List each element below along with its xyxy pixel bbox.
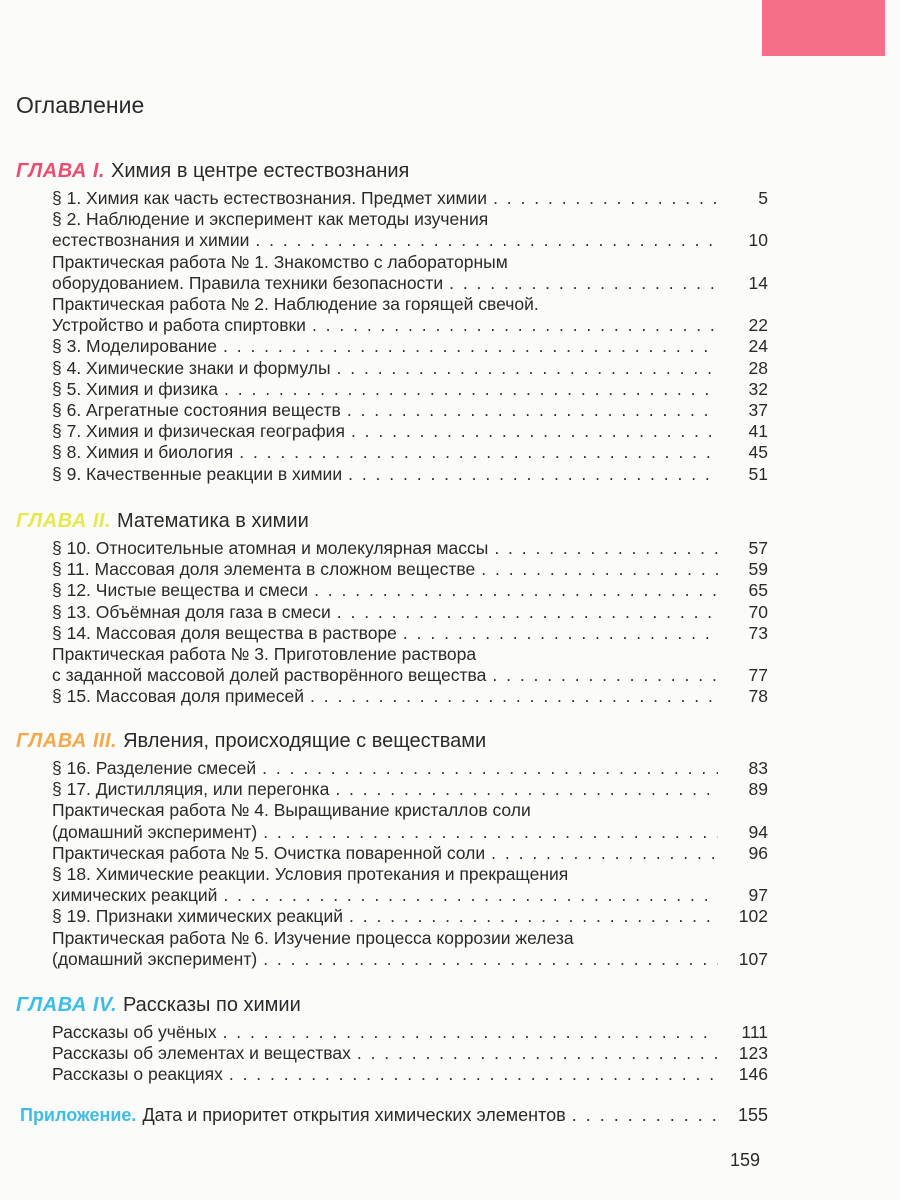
toc-entry[interactable] [52,623,768,644]
corner-color-tab [762,0,885,56]
toc-entry-list [16,188,768,485]
dot-leader [337,358,718,379]
chapter-label: ГЛАВА III. [16,730,118,752]
page-title: Оглавление [16,92,145,118]
toc-entry-text: Рассказы о реакциях [52,1064,223,1085]
page-number: 59 [748,559,768,580]
toc-entry-text: § 17. Дистилляция, или перегонка [52,779,330,800]
page-number: 77 [748,665,768,686]
toc-entry-text: (домашний эксперимент) [52,948,258,969]
toc-entry-text: § 6. Агрегатные состояния веществ [52,400,341,421]
toc-entry[interactable] [52,602,768,623]
toc-entry-text: § 10. Относительные атомная и молекулярная массы [52,538,489,558]
dot-leader [572,1105,718,1126]
toc-entry-list [16,1022,768,1086]
page-number: 73 [748,622,768,643]
toc-entry[interactable] [52,906,768,927]
page-number: 107 [738,948,768,969]
toc-entry[interactable] [52,559,768,580]
toc-entry-text: § 1. Химия как часть естествознания. Предмет химии [52,188,488,208]
dot-leader [312,315,718,336]
chapter-heading[interactable] [16,508,768,534]
toc-entry-text: § 16. Разделение смесей [52,758,257,778]
page-number: 24 [748,336,768,357]
chapter-2 [16,508,768,708]
toc-entry[interactable] [52,336,768,357]
chapter-label: ГЛАВА II. [16,510,112,532]
chapter-label: ГЛАВА I. [16,160,105,182]
toc-entry[interactable] [52,580,768,601]
dot-leader [239,442,718,463]
toc-entry[interactable] [52,1043,768,1064]
dot-leader [255,230,718,251]
toc-entry[interactable] [52,864,768,906]
page-number: 5 [758,188,768,208]
dot-leader [335,779,718,800]
toc-entry[interactable] [52,400,768,421]
dot-leader [491,843,718,864]
toc-entry-text: § 13. Объёмная доля газа в смеси [52,601,331,622]
toc-entry-text: естествознания и химии [52,230,250,251]
page-number: 70 [748,601,768,622]
dot-leader [337,602,718,623]
dot-leader [351,421,718,442]
toc-entry-text: § 2. Наблюдение и эксперимент как методы изучения [52,209,489,230]
chapter-heading[interactable] [16,992,768,1018]
page-number: 57 [748,538,768,558]
chapter-title: Явления, происходящие с веществами [123,730,487,752]
toc-entry[interactable] [52,188,768,209]
page-number: 97 [748,885,768,906]
toc-entry-text: Практическая работа № 5. Очистка поваренной соли [52,842,486,863]
toc-entry[interactable] [52,779,768,800]
toc-entry-text: Практическая работа № 6. Изучение процесса коррозии железа [52,927,574,948]
page-number: 94 [748,821,768,842]
toc-entry-text: § 19. Признаки химических реакций [52,906,343,927]
toc-entry-text: Практическая работа № 2. Наблюдение за горящей свечой. [52,294,539,315]
toc-entry-text: § 7. Химия и физическая география [52,421,345,442]
page-number: 102 [738,906,768,927]
toc-entry[interactable] [52,379,768,400]
toc-entry[interactable] [52,421,768,442]
dot-leader [223,1022,718,1043]
page-number: 89 [748,779,768,800]
toc-entry-text: § 9. Качественные реакции в химии [52,463,343,484]
toc-entry[interactable] [52,464,768,485]
chapter-heading[interactable] [16,158,768,184]
appendix-entry[interactable] [20,1105,768,1126]
dot-leader [224,379,718,400]
toc-entry[interactable] [52,538,768,559]
chapter-4 [16,992,768,1086]
toc-entry[interactable] [52,644,768,686]
toc-entry[interactable] [52,928,768,970]
page-number: 37 [748,400,768,421]
dot-leader [310,686,718,707]
toc-entry-text: Практическая работа № 3. Приготовление раствора [52,644,477,665]
dot-leader [229,1064,718,1085]
toc-entry-text: химических реакций [52,885,218,906]
chapter-1 [16,158,768,485]
toc-entry-text: § 4. Химические знаки и формулы [52,357,331,378]
toc-entry[interactable] [52,800,768,842]
page-number: 41 [748,421,768,442]
toc-entry-text: § 11. Массовая доля элемента в сложном веществе [52,559,476,580]
toc-entry[interactable] [52,1064,768,1085]
dot-leader [223,336,718,357]
dot-leader [314,580,718,601]
toc-entry-list [16,758,768,970]
page-number: 146 [738,1064,768,1085]
page-number: 111 [741,1022,768,1042]
dot-leader [348,464,718,485]
toc-entry[interactable] [52,442,768,463]
page-number: 14 [748,272,768,293]
toc-entry-text: § 15. Массовая доля примесей [52,686,305,707]
page-number: 96 [748,842,768,863]
chapter-title: Химия в центре естествознания [111,160,410,182]
dot-leader [357,1043,718,1064]
toc-entry-text: § 18. Химические реакции. Условия протекания и прекращения [52,864,569,885]
page-number: 83 [748,758,768,778]
page-number: 123 [738,1043,768,1064]
page-number: 28 [748,357,768,378]
appendix-title: Дата и приоритет открытия химических элементов [142,1105,566,1125]
dot-leader [223,885,718,906]
chapter-3 [16,728,768,970]
toc-entry-text: оборудованием. Правила техники безопасности [52,272,444,293]
dot-leader [349,906,718,927]
dot-leader [263,949,718,970]
dot-leader [481,559,718,580]
toc-entry-text: § 5. Химия и физика [52,378,219,399]
toc-entry-text: (домашний эксперимент) [52,821,258,842]
toc-entry-text: § 14. Массовая доля вещества в растворе [52,622,397,643]
toc-entry-text: Практическая работа № 4. Выращивание кристаллов соли [52,800,531,821]
page-number: 22 [748,315,768,336]
dot-leader [347,400,718,421]
chapter-heading[interactable] [16,728,768,754]
page-number: 78 [748,686,768,707]
toc-entry[interactable] [52,252,768,294]
dot-leader [494,538,718,559]
chapter-title: Рассказы по химии [123,994,301,1016]
page-number: 51 [748,463,768,484]
toc-entry-text: Рассказы об учёных [52,1022,217,1042]
toc-entry-text: с заданной массовой долей растворённого вещества [52,665,487,686]
appendix-page-number: 155 [737,1105,768,1125]
page-number: 10 [748,230,768,251]
page-number: 45 [748,442,768,463]
chapter-label: ГЛАВА IV. [16,994,117,1016]
page-number: 32 [748,378,768,399]
toc-entry-text: Рассказы об элементах и веществах [52,1043,351,1064]
dot-leader [403,623,718,644]
toc-entry[interactable] [52,358,768,379]
toc-entry-text: § 12. Чистые вещества и смеси [52,580,309,601]
toc-entry[interactable] [52,1022,768,1043]
page-number: 65 [748,580,768,601]
toc-entry[interactable] [52,758,768,779]
toc-entry[interactable] [52,209,768,251]
toc-entry-list [16,538,768,708]
chapter-title: Математика в химии [117,510,309,532]
toc-entry-text: Устройство и работа спиртовки [52,315,306,336]
footer-page-number: 159 [729,1150,760,1170]
dot-leader [449,273,718,294]
toc-entry-text: § 8. Химия и биология [52,442,234,463]
dot-leader [492,665,718,686]
toc-entry-text: § 3. Моделирование [52,336,217,357]
toc-entry[interactable] [52,686,768,707]
dot-leader [263,822,718,843]
toc-entry[interactable] [52,294,768,336]
dot-leader [493,188,718,209]
toc-entry-text: Практическая работа № 1. Знакомство с лабораторным [52,251,508,272]
appendix-label: Приложение. [20,1105,137,1125]
dot-leader [262,758,718,779]
toc-entry[interactable] [52,843,768,864]
